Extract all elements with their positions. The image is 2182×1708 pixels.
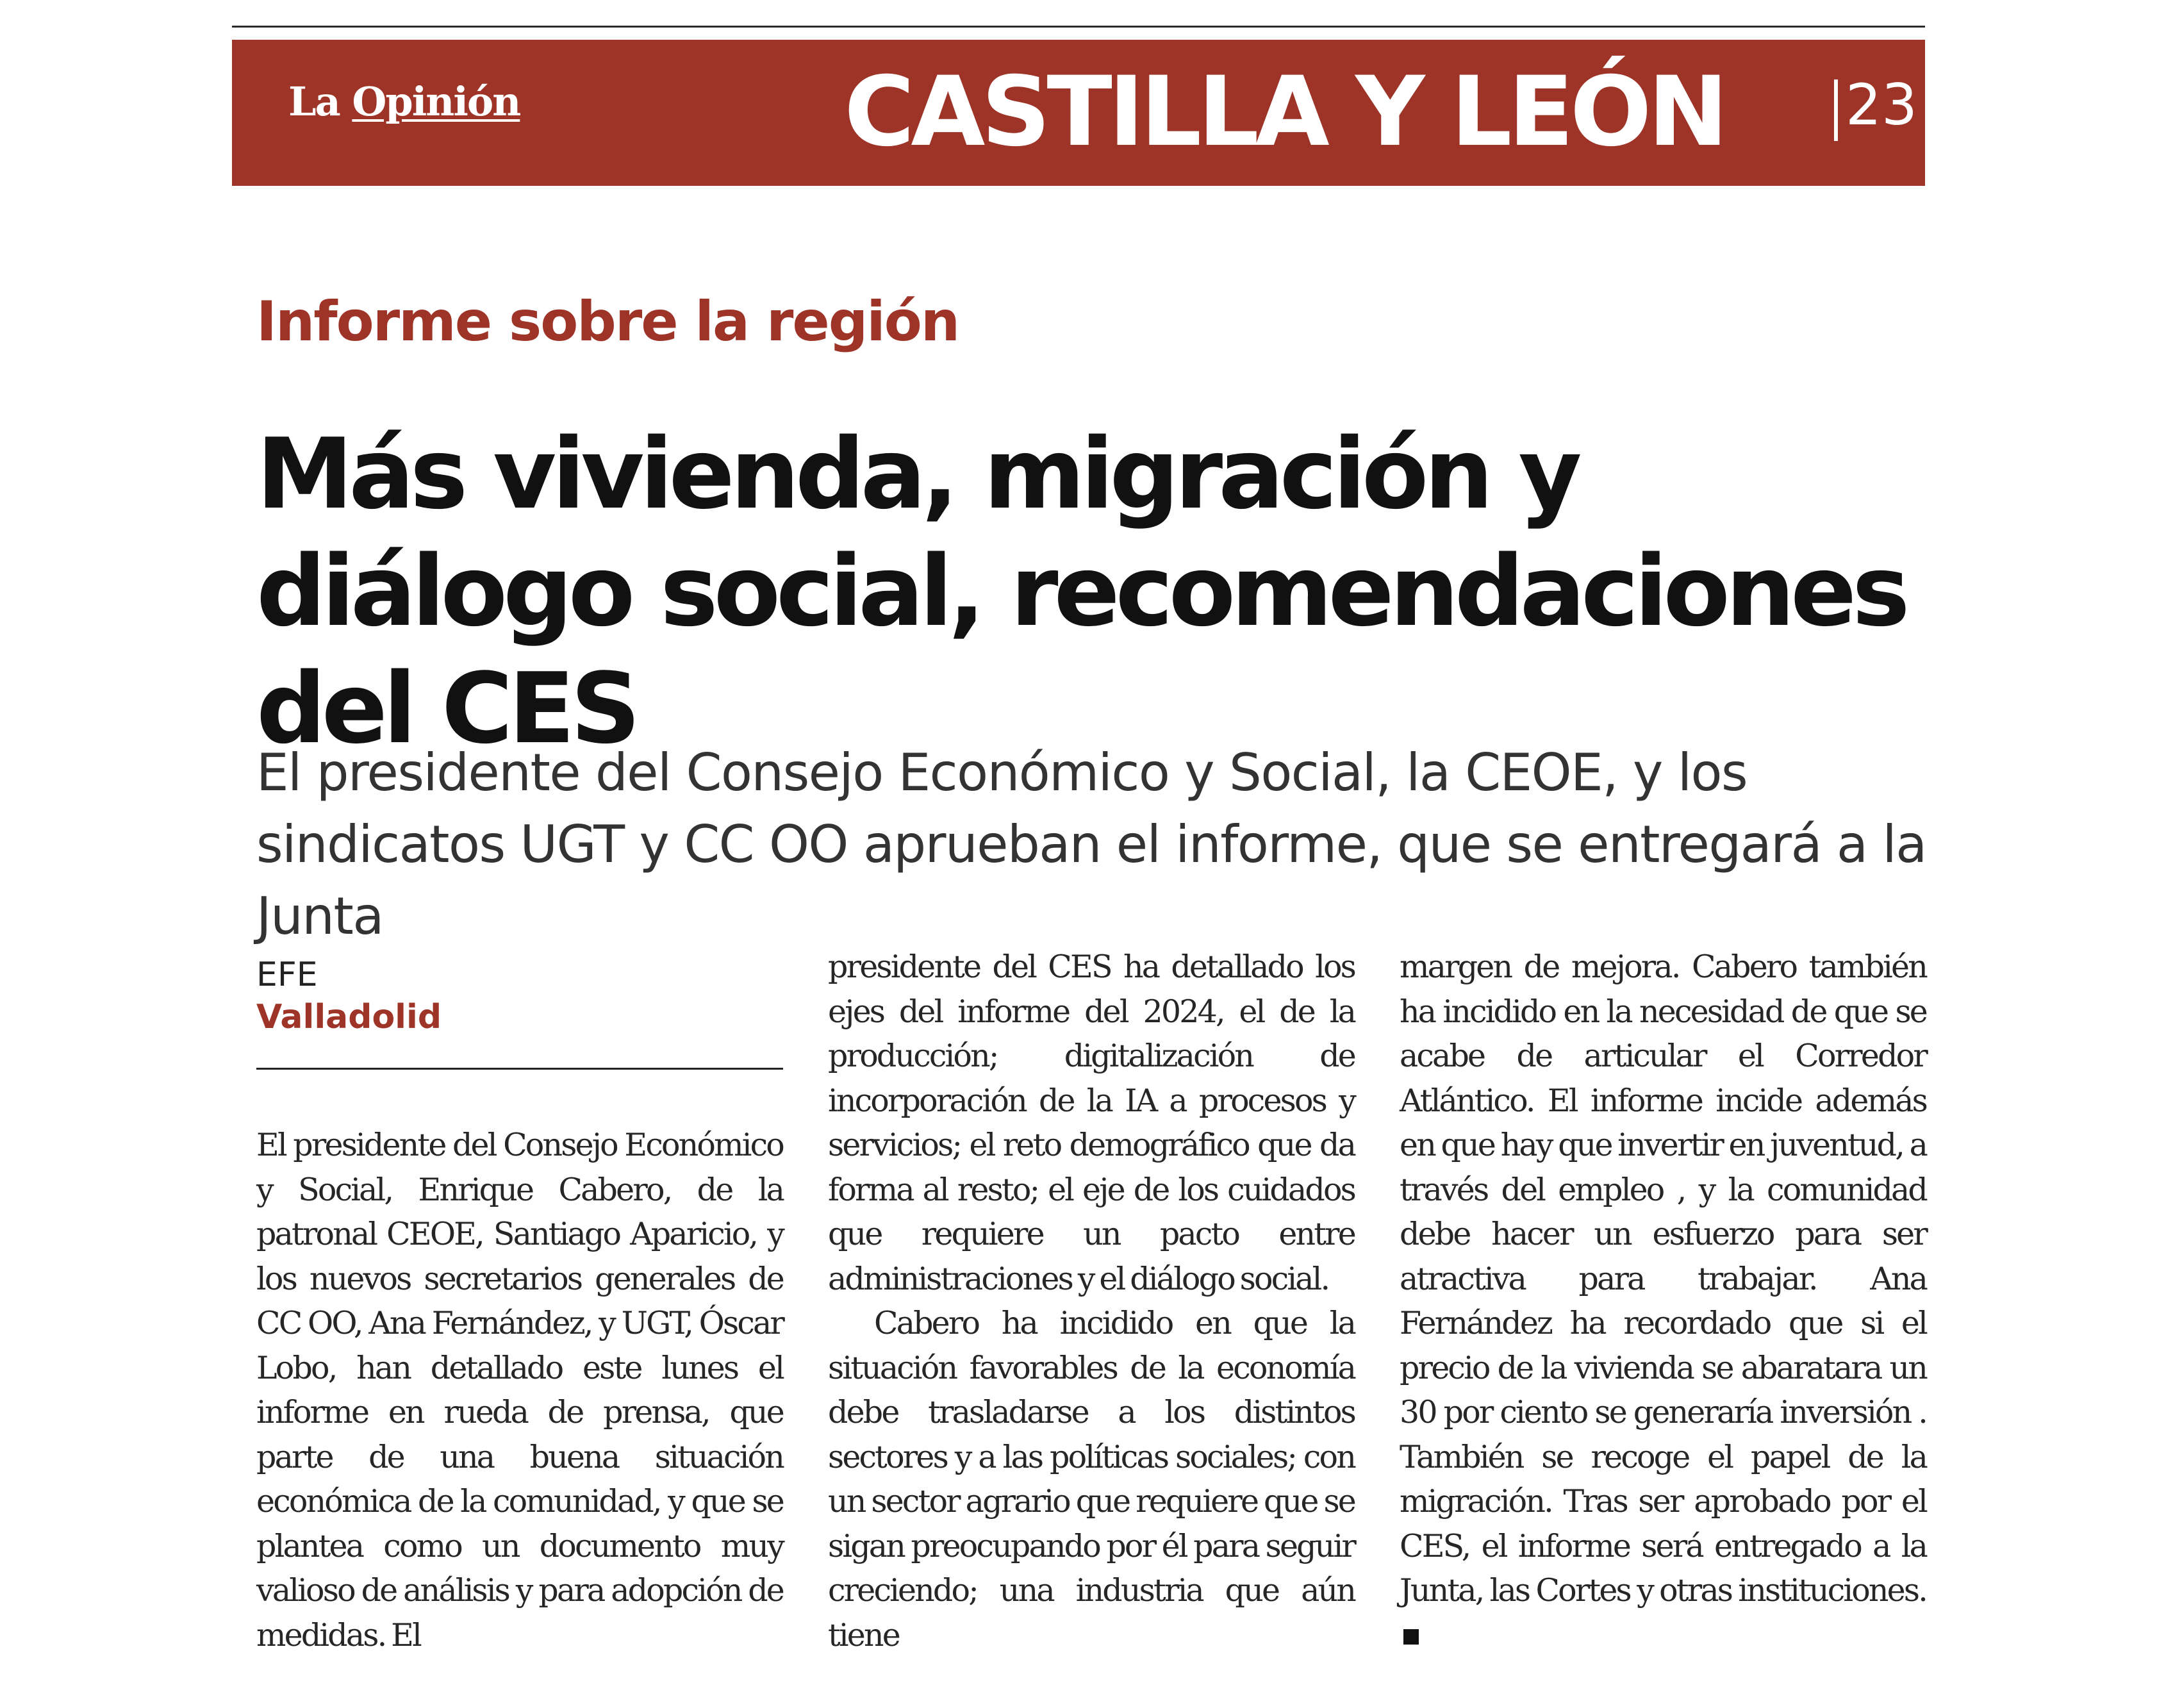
article-column-2	[828, 945, 1355, 1657]
end-of-article-mark	[1403, 1629, 1419, 1645]
article-headline: Más vivienda, migración y diálogo social, recomendaciones del CES	[256, 417, 1906, 765]
byline-agency: EFE	[256, 956, 318, 994]
page-number-divider	[1834, 79, 1838, 141]
article-subtitle: El presidente del Consejo Económico y Social, la CEOE, y los sindicatos UGT y CC OO aprueban el informe, que se entregará a la Junta	[256, 743, 1926, 946]
logo-pre: La	[288, 78, 352, 125]
article-column-1	[256, 1123, 783, 1657]
column-2-paragraph-1: presidente del CES ha detallado los ejes del informe del 2024, el de la producción; digitalización de incorporación de la IA a procesos y servicios; el reto demográfico que da forma al resto; el eje de los cuidados que requiere un pacto entre administraciones y el diálogo social.	[828, 949, 1355, 1297]
byline-rule	[256, 1068, 783, 1070]
column-2-paragraph-2: Cabero ha incidido en que la situación favorables de la economía debe trasladarse a los distintos sectores y a las políticas sociales; con un sector agrario que requiere que se sigan preocupando por él para seguir creciendo; una industria que aún tiene	[828, 1305, 1355, 1654]
section-banner	[232, 40, 1925, 186]
column-3-text: margen de mejora. Cabero también ha incidido en la necesidad de que se acabe de articular el Corredor Atlántico. El informe incide además en que hay que invertir en juventud, a través del empleo , y la comunidad debe hacer un esfuerzo para ser atractiva para trabajar. Ana Fernández ha recordado que si el precio de la vivienda se abaratara un 30 por ciento se generaría inversión . También se recoge el papel de la migración. Tras ser aprobado por el CES, el informe será entregado a la Junta, las Cortes y otras instituciones.	[1400, 949, 1926, 1609]
section-title: CASTILLA Y LEÓN	[844, 56, 1724, 168]
column-1-paragraph: El presidente del Consejo Económico y Social, Enrique Cabero, de la patronal CEOE, Santiago Aparicio, y los nuevos secretarios generales de CC OO, Ana Fernández, y UGT, Óscar Lobo, han detallado este lunes el informe en rueda de prensa, que parte de una buena situación económica de la comunidad, y que se plantea como un documento muy valioso de análisis y para adopción de medidas. El	[256, 1127, 783, 1654]
logo-main: Opinión	[352, 78, 520, 125]
page-number: 23	[1846, 72, 1917, 138]
column-3-paragraph	[1400, 945, 1926, 1657]
byline	[256, 954, 442, 1038]
article-column-3	[1400, 945, 1926, 1657]
byline-place: Valladolid	[256, 998, 442, 1036]
top-rule	[232, 26, 1925, 28]
article-kicker: Informe sobre la región	[256, 290, 959, 354]
